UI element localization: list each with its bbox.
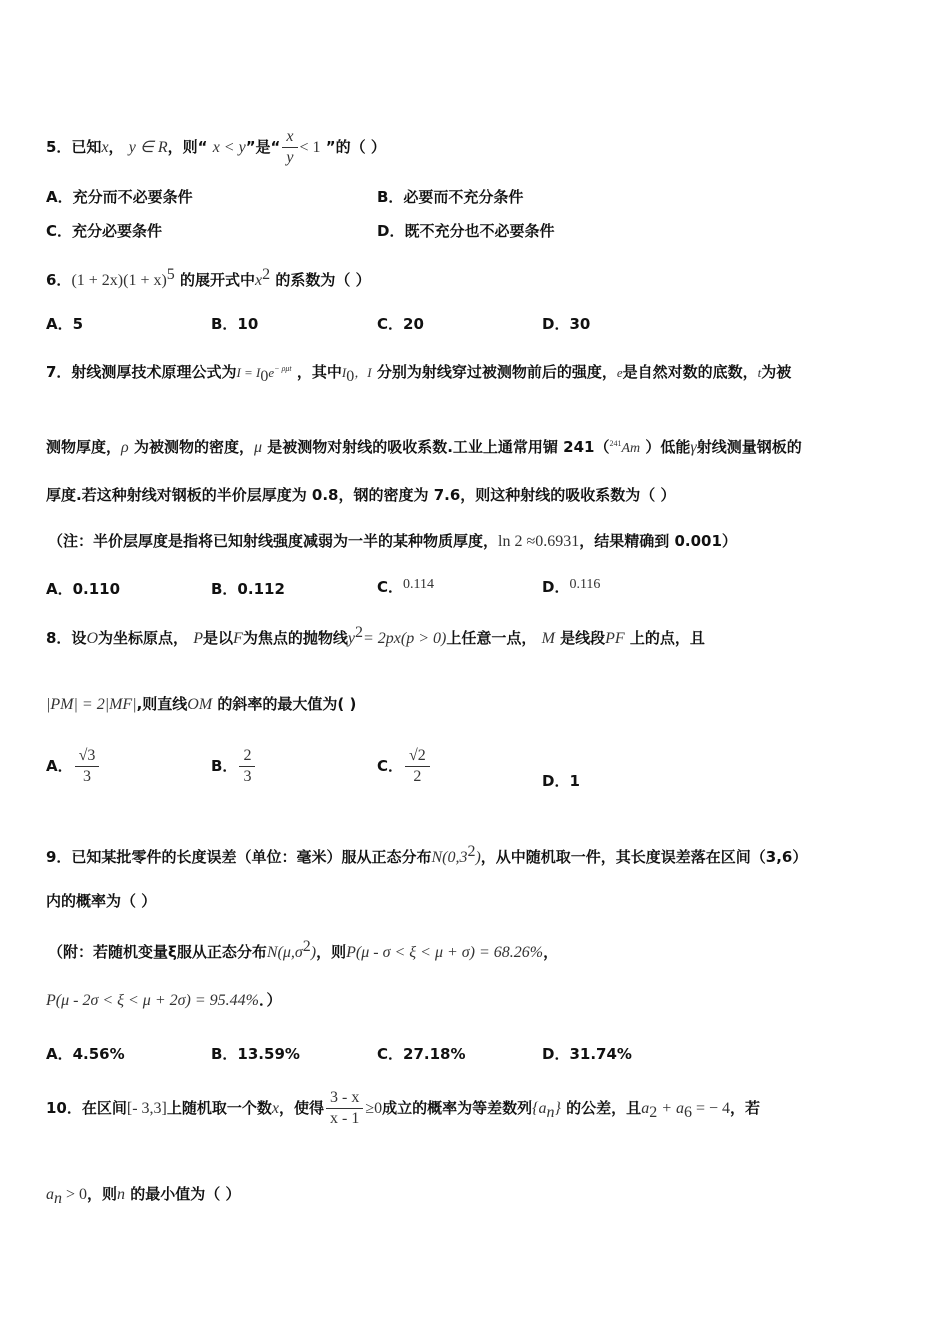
q8-option-c: C． $\frac{√2}{2}$ (377, 746, 432, 787)
q5-option-d: D．既不充分也不必要条件 (377, 222, 555, 240)
q7-option-a: A．0.110 (46, 580, 121, 598)
q7-option-d: D．0.116 (542, 577, 601, 596)
q9-option-b: B．13.59% (211, 1045, 300, 1063)
q5-option-c: C．充分必要条件 (46, 222, 163, 240)
q9-option-a: A．4.56% (46, 1045, 125, 1063)
q5-fraction: $\frac{x}{y}$ (282, 127, 297, 168)
q9-note-2: P(μ - 2σ < ξ < μ + 2σ) = 95.44%．） (46, 991, 282, 1009)
q10-line-2: $a_n > 0$，则n 的最小值为（ ） (46, 1185, 241, 1207)
q8-line-1: 8．设O为坐标原点， P是以F为焦点的抛物线$y^2= 2px(p > 0)$上任意一点， M 是线段PF 上的点，且 (46, 624, 705, 647)
q6-option-b: B．10 (211, 315, 259, 333)
q10-line-1: 10．在区间[- 3,3]上随机取一个数x，使得 $\frac{3 - x}{x - 1}$ ≥0成立的概率为等差数列$\{a_n\}$ 的公差，且$a_2 + a_6$ = − 4，若 (46, 1089, 761, 1127)
q7-line-3: 厚度.若这种射线对钢板的半价层厚度为 0.8，钢的密度为 7.6，则这种射线的吸收系数为（ ） (46, 486, 676, 504)
q10-fraction: $\frac{3 - x}{x - 1}$ (326, 1088, 363, 1129)
q5-stem: 5．已知x， y ∈ R，则“ x < y”是“ $\frac{x}{y}$ < 1 ”的（ ） (46, 128, 386, 166)
q6-option-c: C．20 (377, 315, 424, 333)
q8-option-b: B． $\frac{2}{3}$ (211, 746, 257, 787)
q6-option-a: A．5 (46, 315, 84, 333)
q9-option-d: D．31.74% (542, 1045, 632, 1063)
q8-option-d: D．1 (542, 772, 580, 790)
q7-option-b: B．0.112 (211, 580, 285, 598)
q7-line-1: 7．射线测厚技术原理公式为$I = I_0e^{- \rho\mu t}$ ，其中$I_0$，I 分别为射线穿过被测物前后的强度，e是自然对数的底数，t为被 (46, 363, 792, 385)
q9-line-1: 9．已知某批零件的长度误差（单位：毫米）服从正态分布$N(0,3^2)$，从中随机取一件，其长度误差落在区间（3,6） (46, 843, 808, 866)
q6-stem: 6．$(1 + 2x)(1 + x)^5$ 的展开式中$x^2$ 的系数为（ ） (46, 266, 371, 289)
q7-line-2: 测物厚度，ρ 为被测物的密度，μ 是被测物对射线的吸收系数.工业上通常用镅 241（$^{241}$Am ）低能γ射线测量钢板的 (46, 438, 802, 456)
q7-option-c: C．0.114 (377, 577, 434, 596)
q9-note-1: （附：若随机变量ξ服从正态分布$N(\mu,\sigma^2)$，则P(μ - σ < ξ < μ + σ) = 68.26%， (48, 938, 559, 961)
q8-option-a: A． $\frac{√3}{3}$ (46, 746, 101, 787)
q6-option-d: D．30 (542, 315, 591, 333)
q5-option-a: A．充分而不必要条件 (46, 188, 193, 206)
q9-option-c: C．27.18% (377, 1045, 466, 1063)
q8-line-2: |PM| = 2|MF|,则直线OM 的斜率的最大值为( ) (46, 695, 357, 713)
q5-option-b: B．必要而不充分条件 (377, 188, 524, 206)
q7-note: （注：半价层厚度是指将已知射线强度减弱为一半的某种物质厚度，ln 2 ≈0.6931，结果精确到 0.001） (48, 532, 737, 550)
q9-line-2: 内的概率为（ ） (46, 892, 157, 910)
